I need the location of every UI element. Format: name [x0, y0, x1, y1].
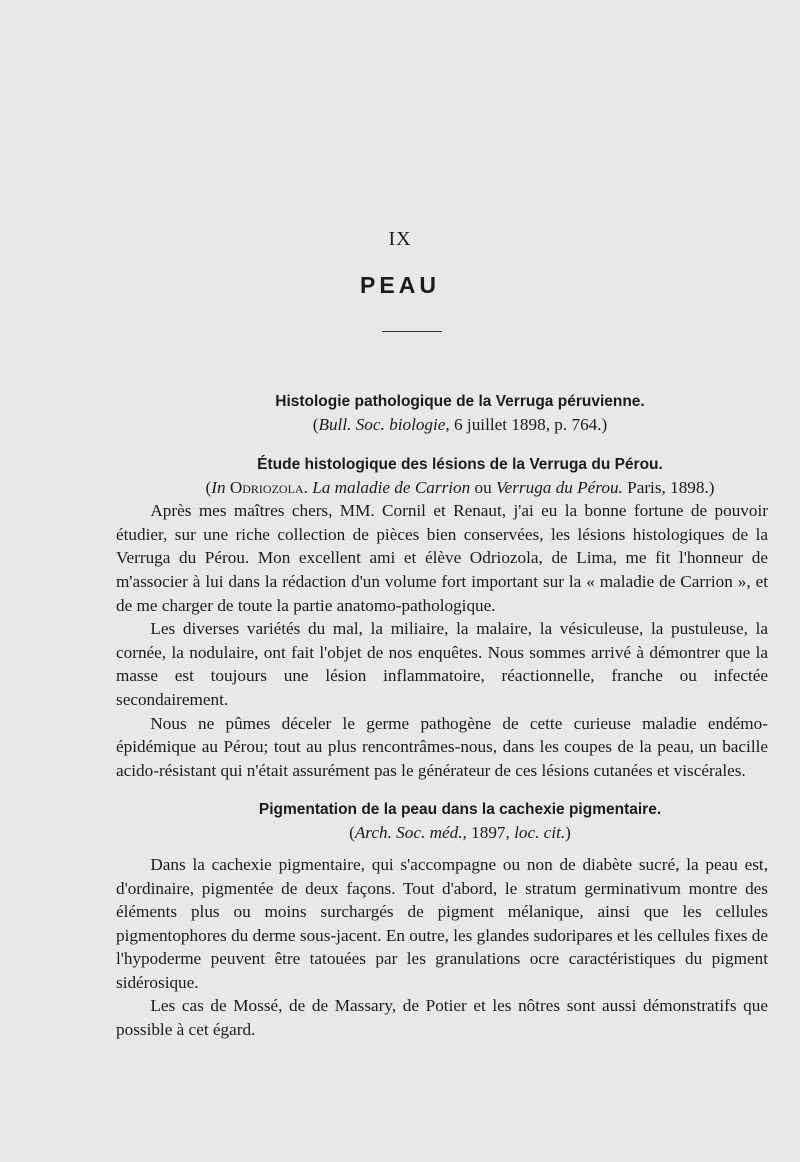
citation-source: Bull. Soc. biologie, [318, 415, 450, 434]
section-citation: (In Odriozola. La maladie de Carrion ou Verruga du Pérou. Paris, 1898.) [205, 477, 715, 497]
paragraph: Après mes maîtres chers, MM. Cornil et Renaut, j'ai eu la bonne fortune de pouvoir étudier, sur une riche collection de pièces bien conservées, les lésions histologiques de la Verruga du Pérou. Mon excellent ami et élève Odriozola, de Lima, me fit l'honneur de m'associer à lui dans la rédaction d'un volume fort important sur la « maladie de Carrion », et de me charger de toute la partie anatomo-pathologique. [116, 501, 768, 615]
citation-source: Arch. Soc. méd., [354, 823, 467, 843]
section-citation: (Bull. Soc. biologie, 6 juillet 1898, p. 764.) [312, 415, 608, 434]
section-heading: Étude histologique des lésions de la Verruga du Pérou. [257, 455, 663, 473]
section-citation: (Arch. Soc. méd., 1897, loc. cit.) [349, 823, 571, 843]
section-heading: Pigmentation de la peau dans la cachexie pigmentaire. [258, 801, 662, 819]
citation-author: Odriozola. [229, 477, 308, 497]
citation-work: La maladie de Carrion [312, 477, 471, 497]
paragraph: Les diverses variétés du mal, la miliaire, la malaire, la vésiculeuse, la pustuleuse, la cornée, la nodulaire, ont fait l'objet de nos enquêtes. Nous sommes arrivé à démontrer que la masse est toujours une lésion inflammatoire, réactionnelle, franche ou infectée secondairement. [116, 619, 768, 709]
paragraph: Dans la cachexie pigmentaire, qui s'accompagne ou non de diabète sucré, la peau est, d'ordinaire, pigmentée de deux façons. Tout d'abord, le stratum germinativum montre des éléments plus ou moins surchargés de pigment mélanique, ainsi que les cellules pigmentophores du derme sous-jacent. En outre, les glandes sudoripares et les cellules fixes de l'hypoderme peuvent être tatouées par les granulations ocre caractéristiques du pigment sidérosique. [116, 854, 768, 992]
chapter-title: PEAU [360, 272, 440, 298]
title-divider [382, 331, 442, 332]
paragraph: Nous ne pûmes déceler le germe pathogène de cette curieuse maladie endémo-épidémique au Pérou; tout au plus rencontrâmes-nous, dans les coupes de la peau, un bacille acido-résistant qui n'était assurément pas le générateur de ces lésions cutanées et viscérales. [116, 713, 768, 780]
page-body [116, 390, 768, 1042]
paragraph: Les cas de Mossé, de de Massary, de Potier et les nôtres sont aussi démonstratifs que possible à cet égard. [116, 996, 768, 1040]
section-heading: Histologie pathologique de la Verruga péruvienne. [275, 393, 645, 410]
chapter-number: IX [388, 228, 412, 250]
